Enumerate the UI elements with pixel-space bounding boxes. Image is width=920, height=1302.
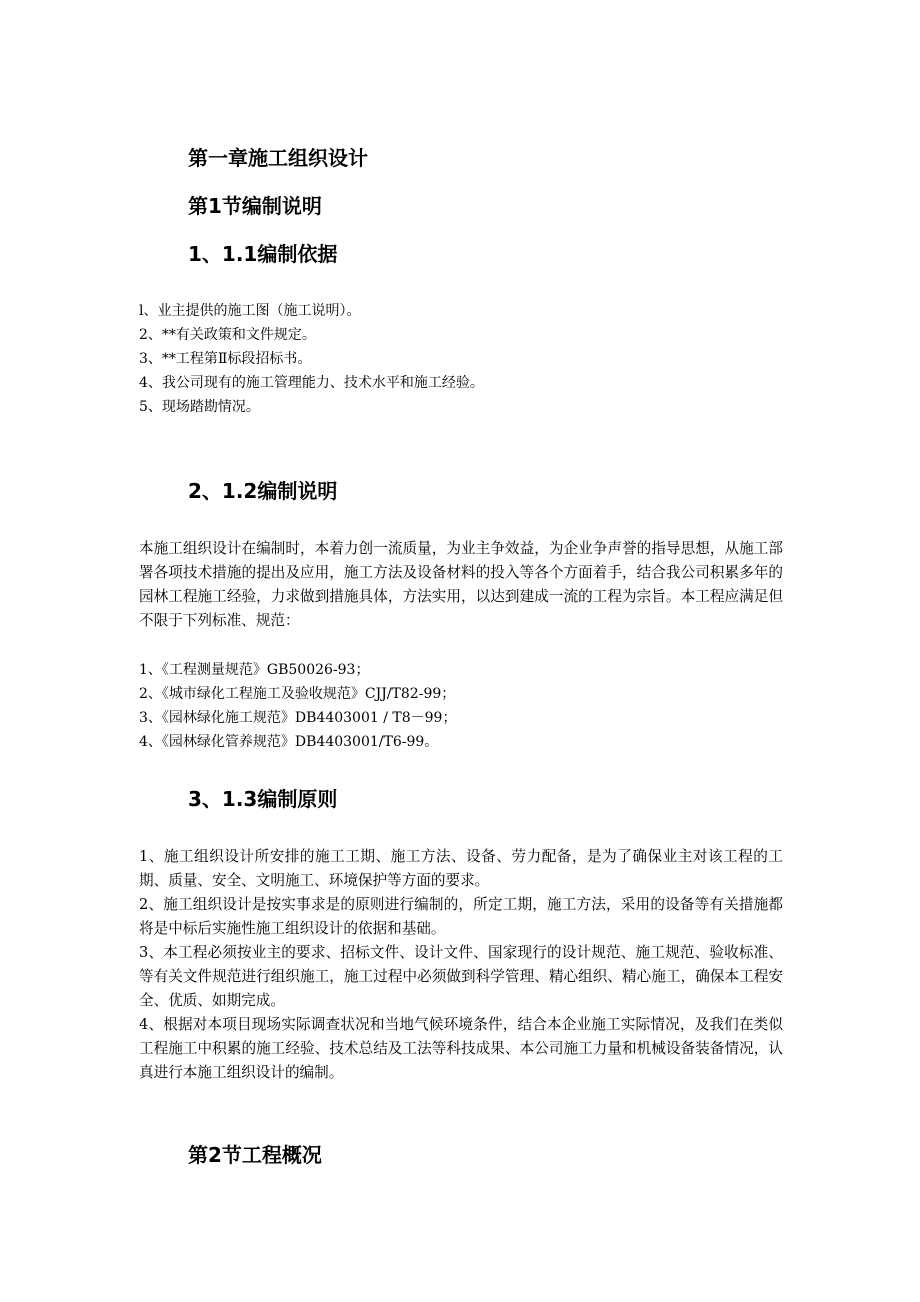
chapter-title: 第一章施工组织设计 (188, 146, 368, 170)
principle-item: 4、根据对本项目现场实际调查状况和当地气候环境条件，结合本企业施工实际情况，及我们在类似工程施工中积累的施工经验、技术总结及工法等科技成果、本公司施工力量和机械设备装备情况，认真进行本施工组织设计的编制。 (139, 1016, 783, 1081)
section-1-title: 第1节编制说明 (188, 194, 322, 218)
section-2-title: 第2节工程概况 (188, 1143, 322, 1167)
explanation-paragraph: 本施工组织设计在编制时，本着力创一流质量，为业主争效益，为企业争声誉的指导思想，从施工部署各项技术措施的提出及应用，施工方法及设备材料的投入等各个方面着手，结合我公司积累多年的园林工程施工经验，力求做到措施具体，方法实用，以达到建成一流的工程为宗旨。本工程应满足但不限于下列标准、规范： (139, 540, 783, 629)
basis-item: 5、现场踏勘情况。 (139, 399, 260, 415)
basis-item: l、业主提供的施工图（施工说明）。 (139, 303, 361, 319)
standard-item: 4、《园林绿化管养规范》DB4403001/T6-99。 (139, 734, 439, 750)
subsection-1-2-title: 2、1.2编制说明 (188, 479, 338, 503)
principle-item: 1、施工组织设计所安排的施工工期、施工方法、设备、劳力配备，是为了确保业主对该工程的工期、质量、安全、文明施工、环境保护等方面的要求。 (139, 848, 783, 889)
basis-item: 2、**有关政策和文件规定。 (139, 327, 316, 343)
principle-item: 3、本工程必须按业主的要求、招标文件、设计文件、国家现行的设计规范、施工规范、验收标准、等有关文件规范进行组织施工，施工过程中必须做到科学管理、精心组织、精心施工，确保本工程安全、优质、如期完成。 (139, 944, 783, 1009)
subsection-1-3-title: 3、1.3编制原则 (188, 787, 338, 811)
standard-item: 2、《城市绿化工程施工及验收规范》CJJ/T82-99； (139, 686, 456, 702)
basis-item: 4、我公司现有的施工管理能力、技术水平和施工经验。 (139, 375, 484, 391)
standard-item: 3、《园林绿化施工规范》DB4403001 / T8－99； (139, 710, 457, 726)
principle-item: 2、施工组织设计是按实事求是的原则进行编制的，所定工期，施工方法，采用的设备等有关措施都将是中标后实施性施工组织设计的依据和基础。 (139, 896, 783, 937)
basis-item: 3、**工程第Ⅱ标段招标书。 (139, 351, 312, 367)
standard-item: 1、《工程测量规范》GB50026-93； (139, 662, 370, 678)
subsection-1-1-title: 1、1.1编制依据 (188, 242, 338, 266)
